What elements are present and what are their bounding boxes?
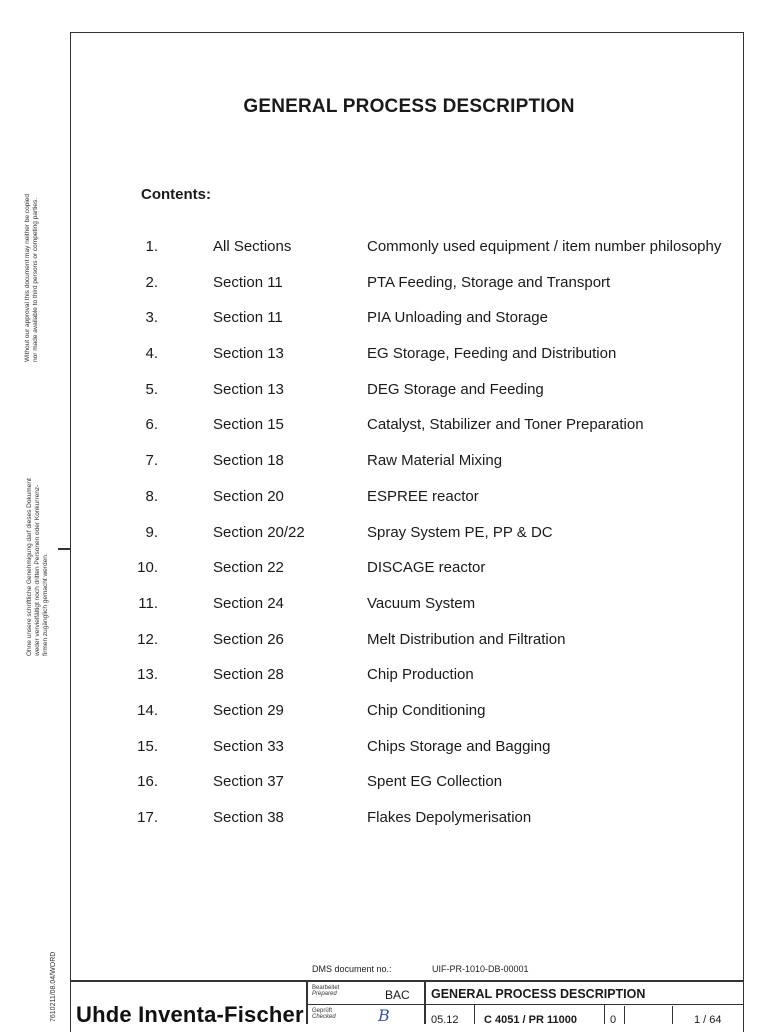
toc-description: Spent EG Collection <box>367 773 503 791</box>
toc-row <box>0 238 768 274</box>
contents-heading: Contents: <box>141 186 211 203</box>
toc-section: Section 29 <box>213 701 284 719</box>
toc-number: 13. <box>137 666 158 684</box>
toc-description: ESPREE reactor <box>367 487 479 505</box>
toc-description: Raw Material Mixing <box>367 452 503 470</box>
document-title: GENERAL PROCESS DESCRIPTION <box>243 96 575 117</box>
prepared-label-en: Prepared <box>312 991 337 997</box>
toc-section: Section 11 <box>213 309 283 327</box>
toc-description: PIA Unloading and Storage <box>367 309 548 327</box>
title-block-top-border <box>70 980 744 982</box>
toc-section: Section 11 <box>213 273 283 291</box>
toc-row <box>0 416 768 452</box>
title-block-document-title: GENERAL PROCESS DESCRIPTION <box>431 987 646 1001</box>
copyright-note-line: Ohne unsere schriftliche Genehmigung darf dieses Dokument <box>26 478 33 656</box>
toc-number: 1. <box>145 238 158 255</box>
toc-number: 8. <box>145 487 158 505</box>
checked-signature: B <box>378 1006 390 1025</box>
copyright-note-line: nor made available to third persons or competing parties. <box>32 197 39 362</box>
toc-number: 5. <box>145 380 158 398</box>
toc-description: Chip Production <box>367 666 474 684</box>
prepared-label <box>312 985 339 997</box>
fold-mark <box>58 548 70 550</box>
toc-row <box>0 666 768 702</box>
toc-description: Vacuum System <box>367 594 476 612</box>
toc-row <box>0 381 768 417</box>
toc-section: Section 18 <box>213 452 284 470</box>
title-block-row-divider <box>306 1004 744 1005</box>
toc-section: Section 20/22 <box>213 523 305 541</box>
toc-section: Section 22 <box>213 559 284 577</box>
toc-number: 9. <box>145 523 158 541</box>
document-date: 05.12 <box>431 1014 459 1026</box>
toc-number: 6. <box>145 416 158 434</box>
checked-label-en: Checked <box>312 1014 336 1020</box>
toc-row <box>0 809 768 845</box>
toc-row <box>0 595 768 631</box>
toc-description: Spray System PE, PP & DC <box>367 523 553 541</box>
title-block-divider <box>474 1004 475 1024</box>
toc-section: Section 38 <box>213 809 284 826</box>
toc-description: Melt Distribution and Filtration <box>367 630 566 648</box>
toc-description: Commonly used equipment / item number philosophy <box>367 238 722 255</box>
toc-description: Catalyst, Stabilizer and Toner Preparation <box>367 416 644 434</box>
title-block-divider <box>624 1006 625 1024</box>
prepared-label-de: Bearbeitet <box>312 985 340 991</box>
toc-number: 16. <box>137 773 158 791</box>
toc-row <box>0 309 768 345</box>
page-number: 1 / 64 <box>694 1014 722 1026</box>
toc-row <box>0 452 768 488</box>
toc-row <box>0 631 768 667</box>
copyright-note-line: Without our approval this document may neither be copied <box>24 193 31 362</box>
toc-row <box>0 738 768 774</box>
toc-description: Flakes Depolymerisation <box>367 809 532 826</box>
toc-number: 12. <box>137 630 158 648</box>
toc-description: Chip Conditioning <box>367 701 486 719</box>
toc-number: 17. <box>137 809 158 826</box>
file-reference: 7610211/08.04/WORD <box>50 951 57 1022</box>
checked-label-de: Geprüft <box>312 1008 333 1014</box>
toc-row <box>0 345 768 381</box>
copyright-note-english <box>24 194 40 362</box>
checked-label <box>312 1008 336 1020</box>
toc-row <box>0 488 768 524</box>
toc-number: 11. <box>138 594 158 612</box>
prepared-by: BAC <box>385 988 410 1002</box>
toc-section: Section 37 <box>213 773 284 791</box>
toc-number: 2. <box>145 273 158 291</box>
copyright-note-line: firmen zugänglich gemacht werden. <box>42 553 49 656</box>
toc-number: 3. <box>145 309 158 327</box>
toc-section: Section 24 <box>213 594 284 612</box>
toc-number: 10. <box>137 559 158 577</box>
toc-description: PTA Feeding, Storage and Transport <box>367 273 611 291</box>
toc-number: 7. <box>145 452 158 470</box>
table-of-contents <box>0 238 768 845</box>
toc-description: Chips Storage and Bagging <box>367 737 551 755</box>
title-block-divider <box>604 1004 605 1024</box>
toc-section: All Sections <box>213 238 292 255</box>
toc-number: 4. <box>145 345 158 363</box>
document-number: C 4051 / PR 11000 <box>484 1014 577 1026</box>
title-block-divider <box>424 980 426 1024</box>
copyright-note-german <box>26 478 50 656</box>
title-block-divider <box>672 1006 673 1024</box>
toc-row <box>0 559 768 595</box>
revision-number: 0 <box>610 1014 617 1026</box>
dms-label: DMS document no.: <box>312 964 392 974</box>
toc-description: EG Storage, Feeding and Distribution <box>367 345 617 363</box>
toc-section: Section 13 <box>213 380 284 398</box>
toc-row <box>0 773 768 809</box>
company-logo: Uhde Inventa-Fischer <box>76 1002 304 1027</box>
toc-section: Section 15 <box>213 416 284 434</box>
toc-section: Section 26 <box>213 630 284 648</box>
dms-number: UIF-PR-1010-DB-00001 <box>432 964 529 974</box>
toc-section: Section 33 <box>213 737 284 755</box>
toc-description: DISCAGE reactor <box>367 559 486 577</box>
toc-row <box>0 524 768 560</box>
toc-row <box>0 702 768 738</box>
toc-number: 15. <box>137 737 158 755</box>
toc-section: Section 13 <box>213 345 284 363</box>
toc-section: Section 20 <box>213 487 284 505</box>
toc-row <box>0 274 768 310</box>
toc-description: DEG Storage and Feeding <box>367 380 544 398</box>
toc-number: 14. <box>137 701 158 719</box>
title-block-divider <box>306 980 308 1024</box>
toc-section: Section 28 <box>213 666 284 684</box>
copyright-note-line: weder vervielfältigt noch dritten Personen oder Konkurrenz- <box>34 484 41 656</box>
